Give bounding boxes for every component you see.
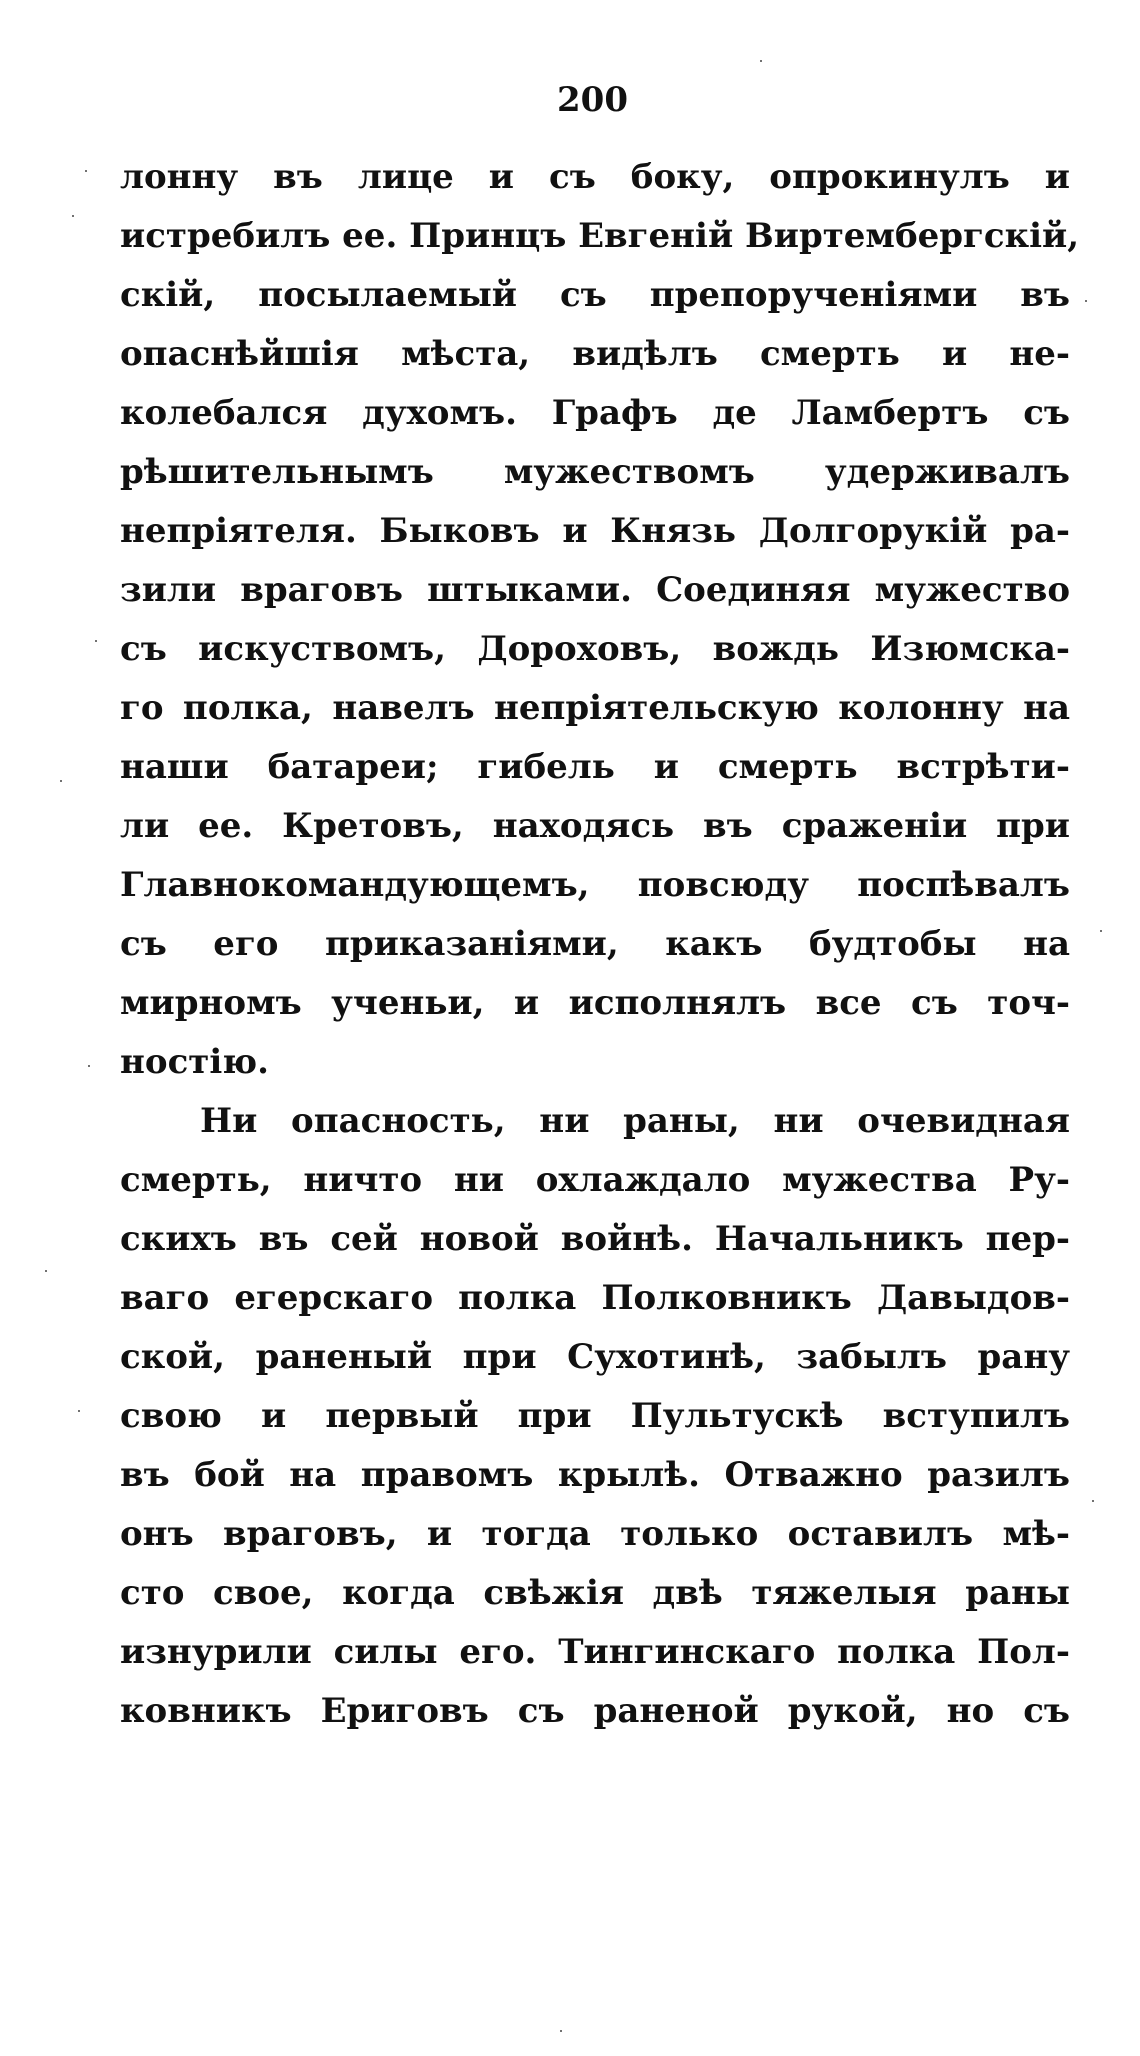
text-line: лонну въ лице и съ боку, опрокинулъ и	[120, 157, 1070, 197]
page-number: 200	[557, 80, 628, 120]
text-line: съ его приказаніями, какъ будтобы на	[120, 924, 1070, 964]
scan-speck	[88, 1065, 90, 1067]
text-line: изнурили силы его. Тингинскаго полка Пол-	[120, 1632, 1070, 1672]
text-line: ли ее. Кретовъ, находясь въ сраженіи при	[120, 806, 1070, 846]
text-line: скій, посылаемый съ препорученіями въ	[120, 275, 1070, 315]
text-line: мирномъ ученьи, и исполнялъ все съ точ-	[120, 983, 1070, 1023]
text-line: непріятеля. Быковъ и Князь Долгорукій ра-	[120, 511, 1070, 551]
text-line: свою и первый при Пультускѣ вступилъ	[120, 1396, 1070, 1436]
text-line: съ искуствомъ, Дороховъ, вождь Изюмска-	[120, 629, 1070, 669]
text-line: опаснѣйшія мѣста, видѣлъ смерть и не-	[120, 334, 1070, 374]
text-line: рѣшительнымъ мужествомъ удерживалъ	[120, 452, 1070, 492]
text-line: Главнокомандующемъ, повсюду поспѣвалъ	[120, 865, 1070, 905]
text-line: наши батареи; гибель и смерть встрѣти-	[120, 747, 1070, 787]
scan-speck	[72, 215, 74, 217]
scan-speck	[1085, 300, 1087, 302]
text-line: ностію.	[120, 1042, 269, 1082]
scan-speck	[45, 1270, 47, 1272]
scan-speck	[85, 170, 87, 172]
scan-speck	[1092, 1500, 1094, 1502]
scan-speck	[1100, 930, 1102, 932]
scan-speck	[760, 60, 762, 62]
text-line: зили враговъ штыками. Соединяя мужество	[120, 570, 1070, 610]
text-line: ковникъ Ериговъ съ раненой рукой, но съ	[120, 1691, 1070, 1731]
text-line: скихъ въ сей новой войнѣ. Начальникъ пер-	[120, 1219, 1070, 1259]
text-line: ваго егерскаго полка Полковникъ Давыдов-	[120, 1278, 1070, 1318]
scan-speck	[560, 2030, 562, 2032]
scan-speck	[60, 780, 62, 782]
text-line: въ бой на правомъ крылѣ. Отважно разилъ	[120, 1455, 1070, 1495]
text-line: ской, раненый при Сухотинѣ, забылъ рану	[120, 1337, 1070, 1377]
text-line: колебался духомъ. Графъ де Ламбертъ съ	[120, 393, 1070, 433]
text-line: смерть, ничто ни охлаждало мужества Ру-	[120, 1160, 1070, 1200]
text-line: истребилъ ее. Принцъ Евгеній Виртембергскій,	[120, 216, 1080, 256]
scan-speck	[78, 1410, 80, 1412]
text-line: онъ враговъ, и тогда только оставилъ мѣ-	[120, 1514, 1070, 1554]
text-line: Ни опасность, ни раны, ни очевидная	[200, 1101, 1070, 1141]
scan-speck	[95, 640, 97, 642]
text-line: го полка, навелъ непріятельскую колонну на	[120, 688, 1070, 728]
body-text	[120, 148, 1080, 1741]
text-line: сто свое, когда свѣжія двѣ тяжелыя раны	[120, 1573, 1070, 1613]
